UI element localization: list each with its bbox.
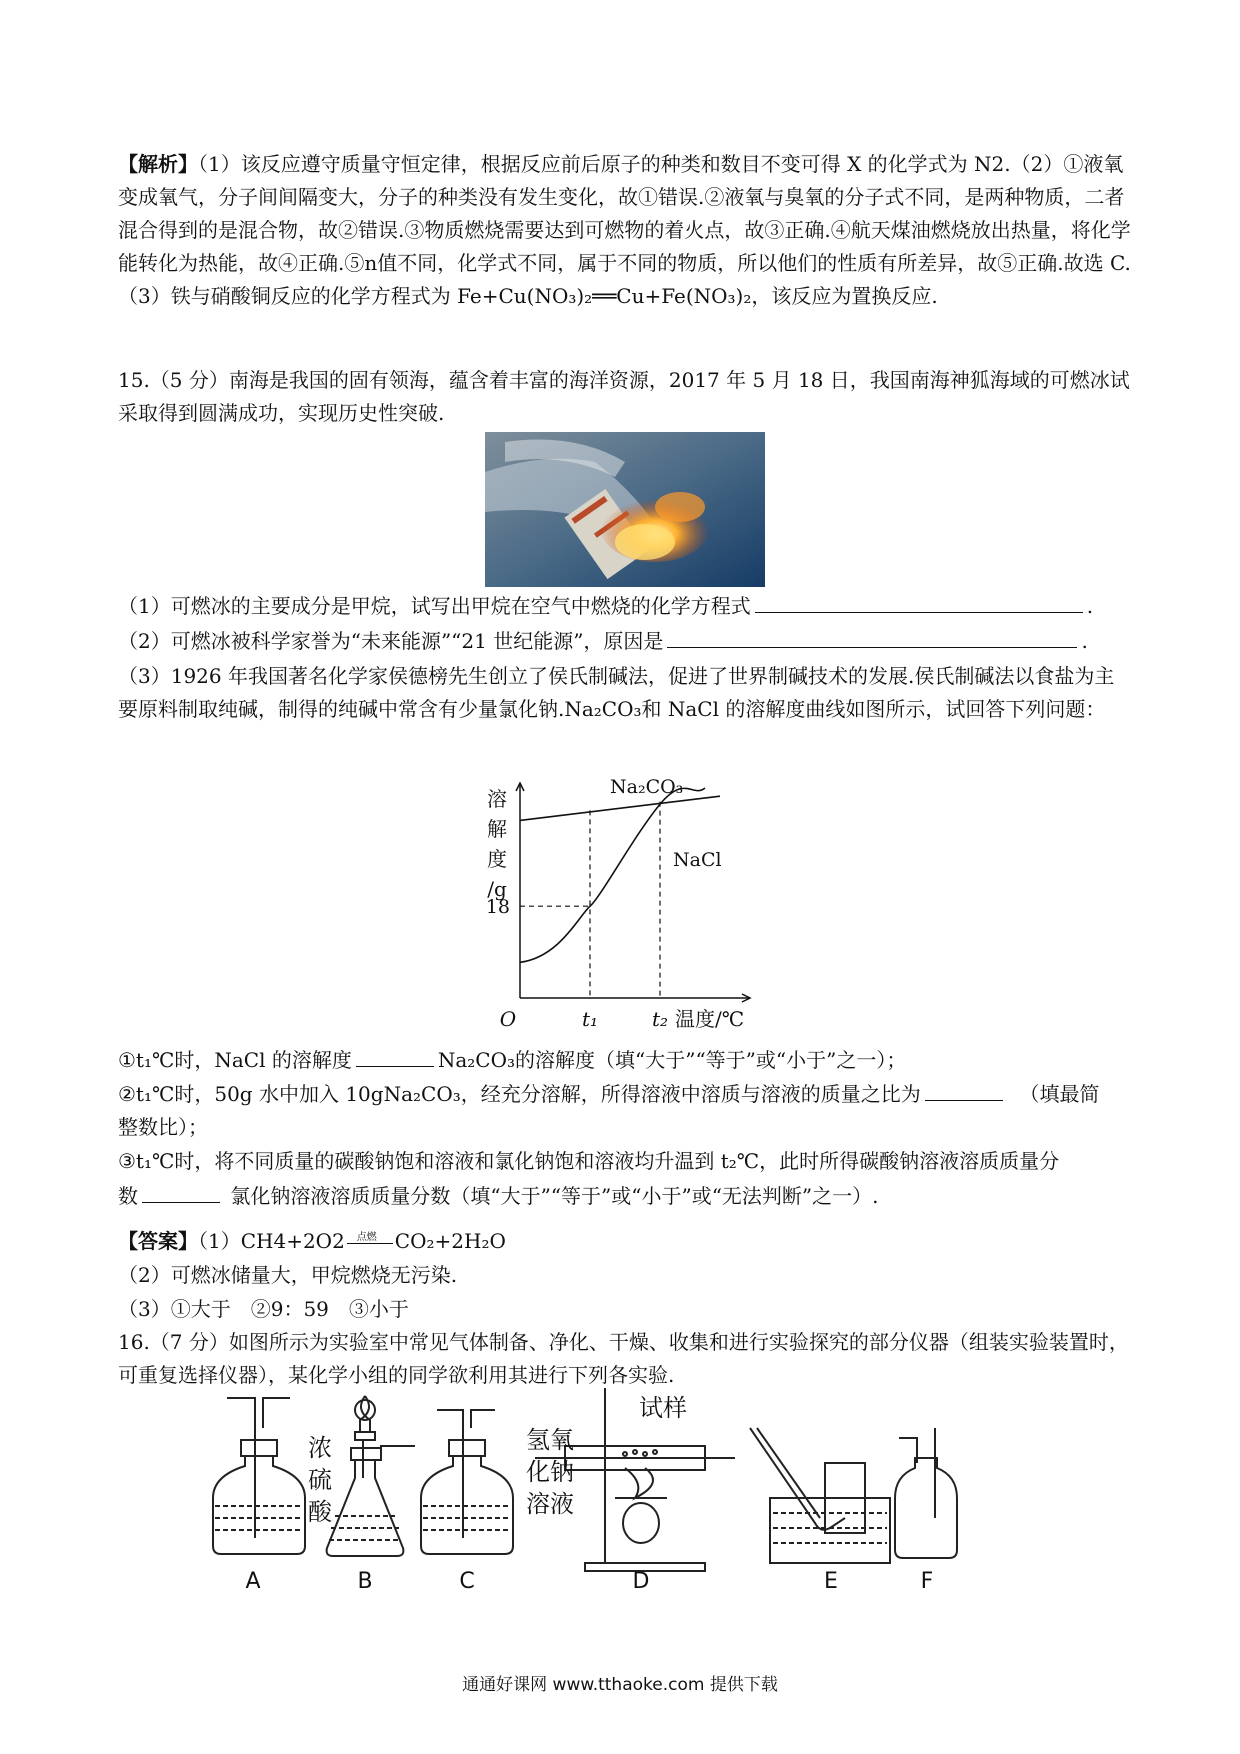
q15-part2-cont: 整数比）； xyxy=(118,1115,208,1139)
footer: 通通好课网 www.tthaoke.com 提供下载 xyxy=(462,1675,778,1695)
q15-part2 xyxy=(118,1078,1099,1109)
q15-sub2-text: （2）可燃冰被科学家誉为“未来能源”“21 世纪能源”，原因是 xyxy=(118,629,664,653)
apparatus-label-f: F xyxy=(920,1569,934,1594)
answer-label: 【答案】 xyxy=(118,1229,198,1253)
analysis-label: 【解析】 xyxy=(118,152,198,176)
answer-line3: （3）①大于 ②9：59 ③小于 xyxy=(118,1297,409,1321)
apparatus-label-d: D xyxy=(632,1569,650,1594)
x-axis-label: 温度/℃ xyxy=(675,1007,745,1031)
apparatus-label-e: E xyxy=(824,1569,838,1594)
q15-sub1-text: （1）可燃冰的主要成分是甲烷，试写出甲烷在空气中燃烧的化学方程式 xyxy=(118,594,751,618)
acid-label-1: 浓 xyxy=(308,1434,332,1462)
answer-eq-left: （1）CH4+2O2 xyxy=(198,1229,345,1253)
acid-label-3: 酸 xyxy=(308,1498,332,1526)
answer-line1 xyxy=(118,1226,506,1256)
y-axis-label-part: 溶 xyxy=(487,787,507,811)
q15-part2-text-a: ②t₁℃时，50g 水中加入 10gNa₂CO₃，经充分溶解，所得溶液中溶质与溶液的质量之比为 xyxy=(118,1082,921,1106)
apparatus-label-c: C xyxy=(459,1569,475,1594)
apparatus-figure xyxy=(205,1388,1035,1598)
answer-eq-right: CO₂+2H₂O xyxy=(394,1229,506,1253)
analysis-paragraph xyxy=(118,148,1134,313)
q15-sub1-period: . xyxy=(1086,594,1094,618)
naoh-label-1: 氢氧 xyxy=(526,1426,574,1454)
x-tick-label-t2: t₂ xyxy=(651,1007,669,1031)
y-tick-label: 18 xyxy=(485,896,510,919)
q15-part3-blank[interactable] xyxy=(142,1180,220,1203)
analysis-text: （1）该反应遵守质量守恒定律，根据反应前后原子的种类和数目不变可得 X 的化学式为 N2.（2）①液氧变成氧气，分子间间隔变大，分子的种类没有发生变化，故①错误.②液氧与臭氧的分子式不同，是两种物质，二者混合得到的是混合物，故②错误.③物质燃烧需要达到可燃物的着火点，故③正确.④航天煤油燃烧放出热量，将化学能转化为热能，故④正确.⑤n值不同，化学式不同，属于不同的物质，所以他们的性质有所差异，故⑤正确.故选 C.（3）铁与硝酸铜反应的化学方程式为 Fe+Cu(NO₃)₂══Cu+Fe(NO₃)₂，该反应为置换反应. xyxy=(118,152,1131,308)
q15-part2-text-b: （填最简 xyxy=(1019,1082,1100,1106)
solubility-chart xyxy=(465,768,765,1038)
series-label-na2co3: Na₂CO₃ xyxy=(610,776,684,798)
q15-part1 xyxy=(118,1044,906,1075)
answer-line2: （2）可燃冰储量大，甲烷燃烧无污染. xyxy=(118,1263,458,1287)
q15-sub3: （3）1926 年我国著名化学家侯德榜先生创立了侯氏制碱法，促进了世界制碱技术的发展.侯氏制碱法以食盐为主要原料制取纯碱，制得的纯碱中常含有少量氯化钠.Na₂CO₃和 NaCl 的溶解度曲线如图所示，试回答下列问题： xyxy=(118,664,1115,721)
apparatus-a xyxy=(213,1398,305,1554)
q15-part3-text-b: 数 xyxy=(118,1184,138,1208)
reaction-condition: 点燃 xyxy=(356,1231,377,1243)
flare-photo xyxy=(485,432,765,587)
q15-sub1-blank[interactable] xyxy=(755,590,1083,613)
q15-part1-blank[interactable] xyxy=(356,1044,434,1067)
series-label-nacl: NaCl xyxy=(673,849,722,871)
q15-part3-cont xyxy=(118,1180,879,1211)
apparatus-b xyxy=(327,1396,415,1556)
q15-part1-text-a: ①t₁℃时，NaCl 的溶解度 xyxy=(118,1048,352,1072)
apparatus-label-a: A xyxy=(245,1569,261,1594)
q15-part3-text-c: 氯化钠溶液溶质质量分数（填“大于”“等于”或“小于”或“无法判断”之一）. xyxy=(230,1184,879,1208)
q15-part1-text-b: Na₂CO₃的溶解度（填“大于”“等于”或“小于”之一）； xyxy=(437,1048,907,1072)
y-axis-label-part: 度 xyxy=(487,847,507,871)
q15-intro: 15.（5 分）南海是我国的固有领海，蕴含着丰富的海洋资源，2017 年 5 月 18 日，我国南海神狐海域的可燃冰试采取得到圆满成功，实现历史性突破. xyxy=(118,368,1130,425)
q15-sub2-blank[interactable] xyxy=(667,625,1077,648)
apparatus-f xyxy=(895,1428,957,1558)
apparatus-e xyxy=(750,1428,890,1563)
naoh-label-3: 溶液 xyxy=(526,1490,574,1518)
series-line-na2co3 xyxy=(520,788,705,962)
q15-sub2-period: . xyxy=(1081,629,1088,653)
q15-sub2 xyxy=(118,625,1088,656)
y-axis-label-part: /g xyxy=(487,877,507,901)
q15-sub1 xyxy=(118,590,1093,621)
naoh-label-2: 化钠 xyxy=(526,1458,574,1486)
reaction-arrow xyxy=(345,1233,395,1253)
origin-label: O xyxy=(499,1007,517,1031)
series-line-nacl xyxy=(520,796,720,820)
sample-label: 试样 xyxy=(639,1394,687,1422)
apparatus-c xyxy=(421,1410,513,1554)
apparatus-label-b: B xyxy=(357,1569,373,1594)
x-tick-label-t1: t₁ xyxy=(581,1007,599,1031)
acid-label-2: 硫 xyxy=(308,1466,332,1494)
q16-intro: 16.（7 分）如图所示为实验室中常见气体制备、净化、干燥、收集和进行实验探究的部分仪器（组装实验装置时，可重复选择仪器），某化学小组的同学欲利用其进行下列各实验. xyxy=(118,1330,1129,1387)
q15-part2-blank[interactable] xyxy=(925,1078,1003,1101)
q15-part3: ③t₁℃时，将不同质量的碳酸钠饱和溶液和氯化钠饱和溶液均升温到 t₂℃，此时所得碳酸钠溶液溶质质量分 xyxy=(118,1149,1060,1173)
y-axis-label-part: 解 xyxy=(487,817,507,841)
